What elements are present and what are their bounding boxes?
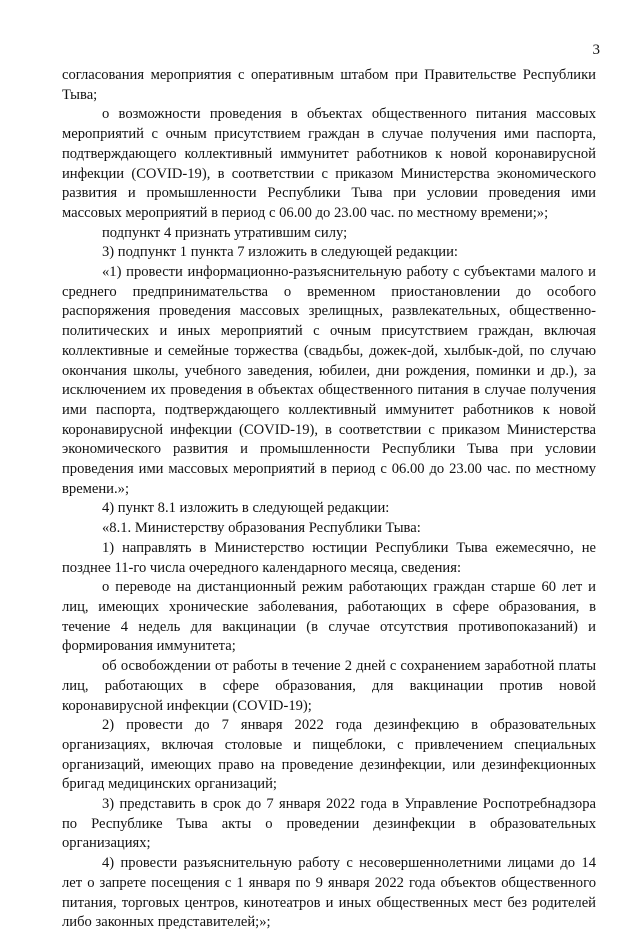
paragraph-8: 1) направлять в Министерство юстиции Республики Тыва ежемесячно, не позднее 11-го числа очередного календарного месяца, сведения: (62, 539, 596, 576)
paragraph-3: подпункт 4 признать утратившим силу; (102, 224, 348, 241)
paragraph-11: 2) провести до 7 января 2022 года дезинфекцию в образовательных организациях, включая столовые и пищеблоки, с привлечением специальных организаций, имеющих право на проведение дезинфекции, или дезинфекционных бригад медицинских организаций; (62, 717, 596, 793)
paragraph-13: 4) провести разъяснительную работу с несовершеннолетними лицами до 14 лет о запрете посещения с 1 января по 9 января 2022 года объектов общественного питания, торговых центров, кинотеатров и иных общественных мест без родителей либо законных представителей;»; (62, 855, 596, 931)
document-body (62, 66, 596, 933)
paragraph-5: «1) провести информационно-разъяснительную работу с субъектами малого и среднего предпринимательства о временном приостановлении до особого распоряжения проведения массовых зрелищных, развлекательных, общественно-политических и иных мероприятий с очным присутствием граждан, включая коллективные и семейные торжества (свадьбы, дожек-дой, хылбык-дой, по случаю окончания школы, учебного заведения, юбилеи, дни рождения, поминки и др.), за исключением их проведения в объектах общественного питания в случае получения ими паспорта, подтверждающего коллективный иммунитет работников к новой коронавирусной инфекции (COVID-19), в соответствии с приказом Министерства экономического развития и промышленности Республики Тыва при условии проведения ими массовых мероприятий в период с 06.00 до 23.00 час. по местному времени.»; (62, 264, 596, 497)
paragraph-12: 3) представить в срок до 7 января 2022 года в Управление Роспотребнадзора по Республике Тыва акты о проведении дезинфекции в образовательных организациях; (62, 796, 596, 852)
paragraph-7: «8.1. Министерству образования Республики Тыва: (102, 520, 421, 537)
paragraph-10: об освобождении от работы в течение 2 дней с сохранением заработной платы лиц, работающих в сфере образования, для вакцинации против новой коронавирусной инфекции (COVID-19); (62, 658, 596, 714)
page-number: 3 (592, 42, 600, 58)
paragraph-2: о возможности проведения в объектах общественного питания массовых мероприятий с очным присутствием граждан в случае получения ими паспорта, подтверждающего коллективный иммунитет работников к новой коронавирусной инфекции (COVID-19), в соответствии с приказом Министерства экономического развития и промышленности Республики Тыва при условии проведения ими массовых мероприятий в период с 06.00 до 23.00 час. по местному времени;»; (62, 106, 596, 221)
paragraph-4: 3) подпункт 1 пункта 7 изложить в следующей редакции: (102, 244, 458, 261)
paragraph-6: 4) пункт 8.1 изложить в следующей редакции: (102, 500, 390, 517)
paragraph-9: о переводе на дистанционный режим работающих граждан старше 60 лет и лиц, имеющих хронические заболевания, работающих в сфере образования, в течение 4 недель для вакцинации (в случае отсутствия противопоказаний) и формирования иммунитета; (62, 579, 596, 655)
paragraph-1: согласования мероприятия с оперативным штабом при Правительстве Республики Тыва; (62, 67, 596, 103)
